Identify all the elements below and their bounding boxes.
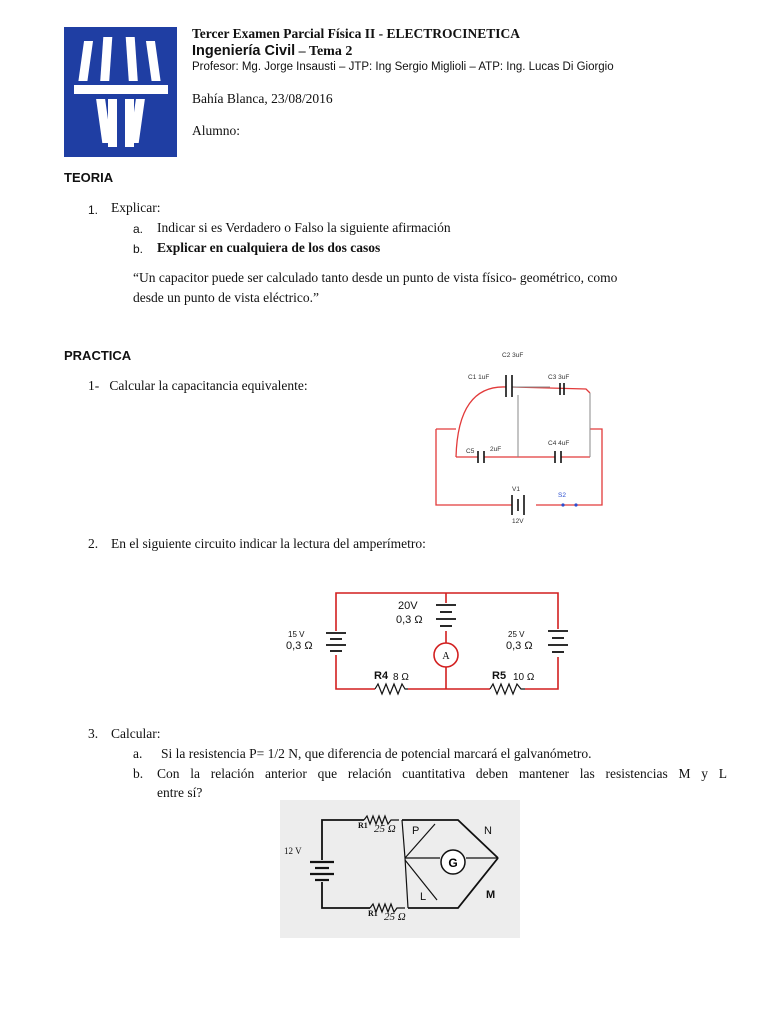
c1-label: C1 1uF [468, 374, 490, 381]
bat-mid-voltage: 20V [398, 600, 418, 612]
wheatstone-bridge-diagram [280, 800, 520, 938]
galvanometer-label: G [448, 856, 458, 870]
p3b-marker: b. [133, 766, 144, 781]
q1a-text: Indicar si es Verdadero o Falso la siguiente afirmación [157, 220, 451, 235]
exam-subtitle [192, 43, 352, 60]
r4-value: 8 Ω [393, 672, 409, 683]
c5-label: C5 [466, 448, 475, 455]
q1b-marker: b. [133, 242, 144, 256]
r1-top-value: 25 Ω [374, 823, 396, 835]
p-label: P [412, 825, 420, 837]
p3b-line-2: entre sí? [157, 785, 203, 800]
r4-resistor [375, 684, 408, 694]
q1b-text: Explicar en cualquiera de los dos casos [157, 240, 381, 255]
r5-label: R5 [492, 670, 507, 682]
c5-value: 2uF [490, 446, 502, 453]
p3a-text: Si la resistencia P= 1/2 N, que diferencia de potencial marcará el galvanómetro. [161, 746, 592, 761]
ammeter-label: A [442, 651, 450, 662]
v1-label: V1 [512, 486, 520, 493]
m-label: M [486, 889, 496, 901]
teaching-staff: Profesor: Mg. Jorge Insausti – JTP: Ing Sergio Miglioli – ATP: Ing. Lucas Di Giorgio [192, 61, 614, 73]
c1-wire-left-bottom [436, 429, 512, 505]
r5-resistor [490, 684, 525, 694]
r1-bottom-label: R1 [368, 909, 378, 918]
r1-bottom-value: 25 Ω [384, 911, 406, 923]
q1-number: 1. [88, 203, 99, 217]
q1a-marker: a. [133, 222, 144, 236]
theory-heading: TEORIA [64, 170, 114, 185]
s2-label: S2 [558, 492, 566, 499]
exam-theme: – Tema 2 [295, 44, 353, 59]
capacitor-circuit-diagram [430, 345, 610, 527]
bat-right-resistance: 0,3 Ω [506, 640, 533, 652]
bat-mid-resistance: 0,3 Ω [396, 614, 423, 626]
student-label: Alumno: [192, 123, 241, 138]
bat-left-resistance: 0,3 Ω [286, 640, 313, 652]
p3-text: Calcular: [111, 726, 161, 741]
p3-number: 3. [88, 726, 99, 741]
s2-contact-a [561, 503, 564, 506]
p3b-line-1: Con la relación anterior que relación cuantitativa deben mantener las resistencias M y L [157, 766, 727, 781]
c2-label: C2 3uF [502, 352, 524, 359]
career-name: Ingeniería Civil [192, 43, 296, 59]
c2-wire-left-bottom [336, 655, 375, 689]
r1-top-label: R1 [358, 821, 368, 830]
n-label: N [484, 825, 492, 837]
p1-text: 1- Calcular la capacitancia equivalente: [88, 378, 308, 393]
quote-line-2: desde un punto de vista eléctrico.” [133, 290, 319, 305]
utn-logo-icon [64, 27, 177, 157]
bat-left-voltage: 15 V [288, 630, 305, 639]
r5-value: 10 Ω [513, 672, 535, 683]
bat-right-voltage: 25 V [508, 630, 525, 639]
r4-label: R4 [374, 670, 389, 682]
place-date: Bahía Blanca, 23/08/2016 [192, 91, 333, 106]
ammeter-circuit-diagram [280, 585, 580, 700]
v1-value: 12V [512, 518, 524, 525]
q1-text: Explicar: [111, 200, 161, 215]
p2-text: En el siguiente circuito indicar la lectura del amperímetro: [111, 536, 426, 551]
s2-contact-b [574, 503, 577, 506]
university-logo [64, 27, 177, 157]
c1-wire-top [512, 387, 590, 393]
p2-number: 2. [88, 536, 99, 551]
quote-line-1: “Un capacitor puede ser calculado tanto desde un punto de vista físico- geométrico, como [133, 270, 618, 285]
p3a-marker: a. [133, 746, 143, 761]
c4-label: C4 4uF [548, 440, 570, 447]
exam-title: Tercer Examen Parcial Física II - ELECTROCINETICA [192, 26, 521, 41]
c3-label: C3 3uF [548, 374, 570, 381]
battery-label: 12 V [284, 846, 302, 856]
l-label: L [420, 891, 427, 903]
practice-heading: PRACTICA [64, 348, 132, 363]
